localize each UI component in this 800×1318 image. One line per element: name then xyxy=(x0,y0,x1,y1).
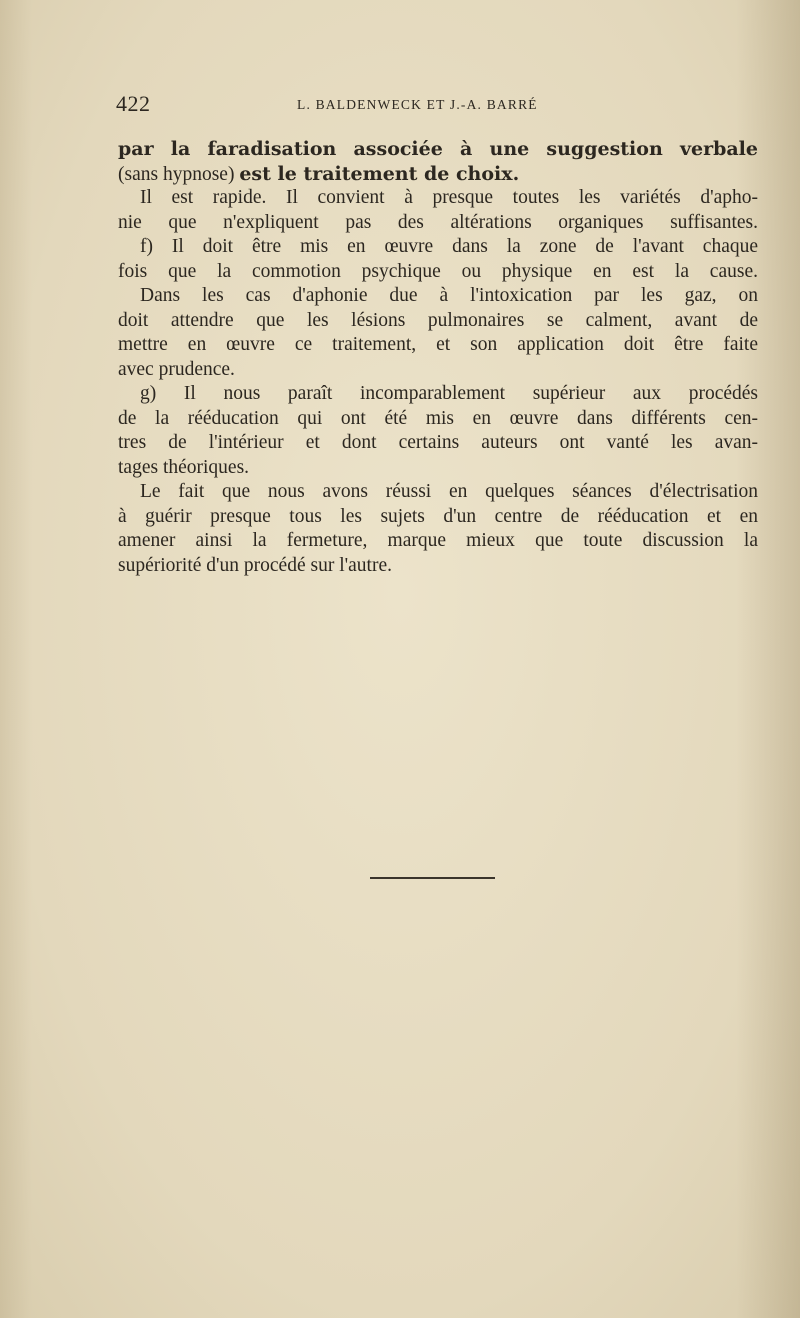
text-span: Il est rapide. Il convient à presque toutes les variétés d'apho- xyxy=(140,187,758,208)
text-line xyxy=(118,554,758,579)
text-line xyxy=(118,235,758,260)
text-line xyxy=(118,284,758,309)
text-span: f) Il doit être mis en œuvre dans la zone de l'avant chaque xyxy=(140,236,758,257)
text-span: par la faradisation associée à une suggestion verbale xyxy=(118,138,758,160)
body-text xyxy=(118,137,758,578)
text-span: tages théoriques. xyxy=(118,456,250,478)
text-span: est le traitement de choix. xyxy=(239,162,520,185)
text-line xyxy=(118,529,758,554)
text-line xyxy=(118,382,758,407)
text-line xyxy=(118,358,758,383)
text-line xyxy=(118,137,758,162)
text-line xyxy=(118,211,758,236)
text-line xyxy=(118,162,758,187)
text-span: tres de l'intérieur et dont certains auteurs ont vanté les avan- xyxy=(118,432,758,453)
page-number: 422 xyxy=(116,91,151,116)
text-span: Dans les cas d'aphonie due à l'intoxication par les gaz, on xyxy=(140,285,758,306)
text-span: amener ainsi la fermeture, marque mieux que toute discussion la xyxy=(118,530,758,551)
text-line xyxy=(118,480,758,505)
text-line xyxy=(118,309,758,334)
text-span: de la rééducation qui ont été mis en œuvre dans différents cen- xyxy=(118,407,758,429)
text-span: avec prudence. xyxy=(118,358,235,380)
text-line xyxy=(118,186,758,211)
text-span: Le fait que nous avons réussi en quelques séances d'électrisation xyxy=(140,481,758,502)
text-line xyxy=(118,456,758,481)
text-span: nie que n'expliquent pas des altérations organiques suffisantes. xyxy=(118,211,758,233)
text-span: fois que la commotion psychique ou physique en est la cause. xyxy=(118,260,758,282)
text-line xyxy=(118,431,758,456)
text-span: g) Il nous paraît incomparablement supérieur aux procédés xyxy=(140,383,758,404)
text-line xyxy=(118,505,758,530)
text-span: mettre en œuvre ce traitement, et son application doit être faite xyxy=(118,334,758,355)
end-rule xyxy=(370,877,495,879)
text-span: supériorité d'un procédé sur l'autre. xyxy=(118,554,392,576)
running-head: L. BALDENWECK ET J.-A. BARRÉ xyxy=(297,97,538,112)
page-header xyxy=(116,92,760,116)
text-line xyxy=(118,407,758,432)
text-span: (sans hypnose) xyxy=(118,163,240,185)
text-span: à guérir presque tous les sujets d'un centre de rééducation et en xyxy=(118,505,758,527)
text-span: doit attendre que les lésions pulmonaires se calment, avant de xyxy=(118,309,758,331)
text-line xyxy=(118,333,758,358)
text-line xyxy=(118,260,758,285)
